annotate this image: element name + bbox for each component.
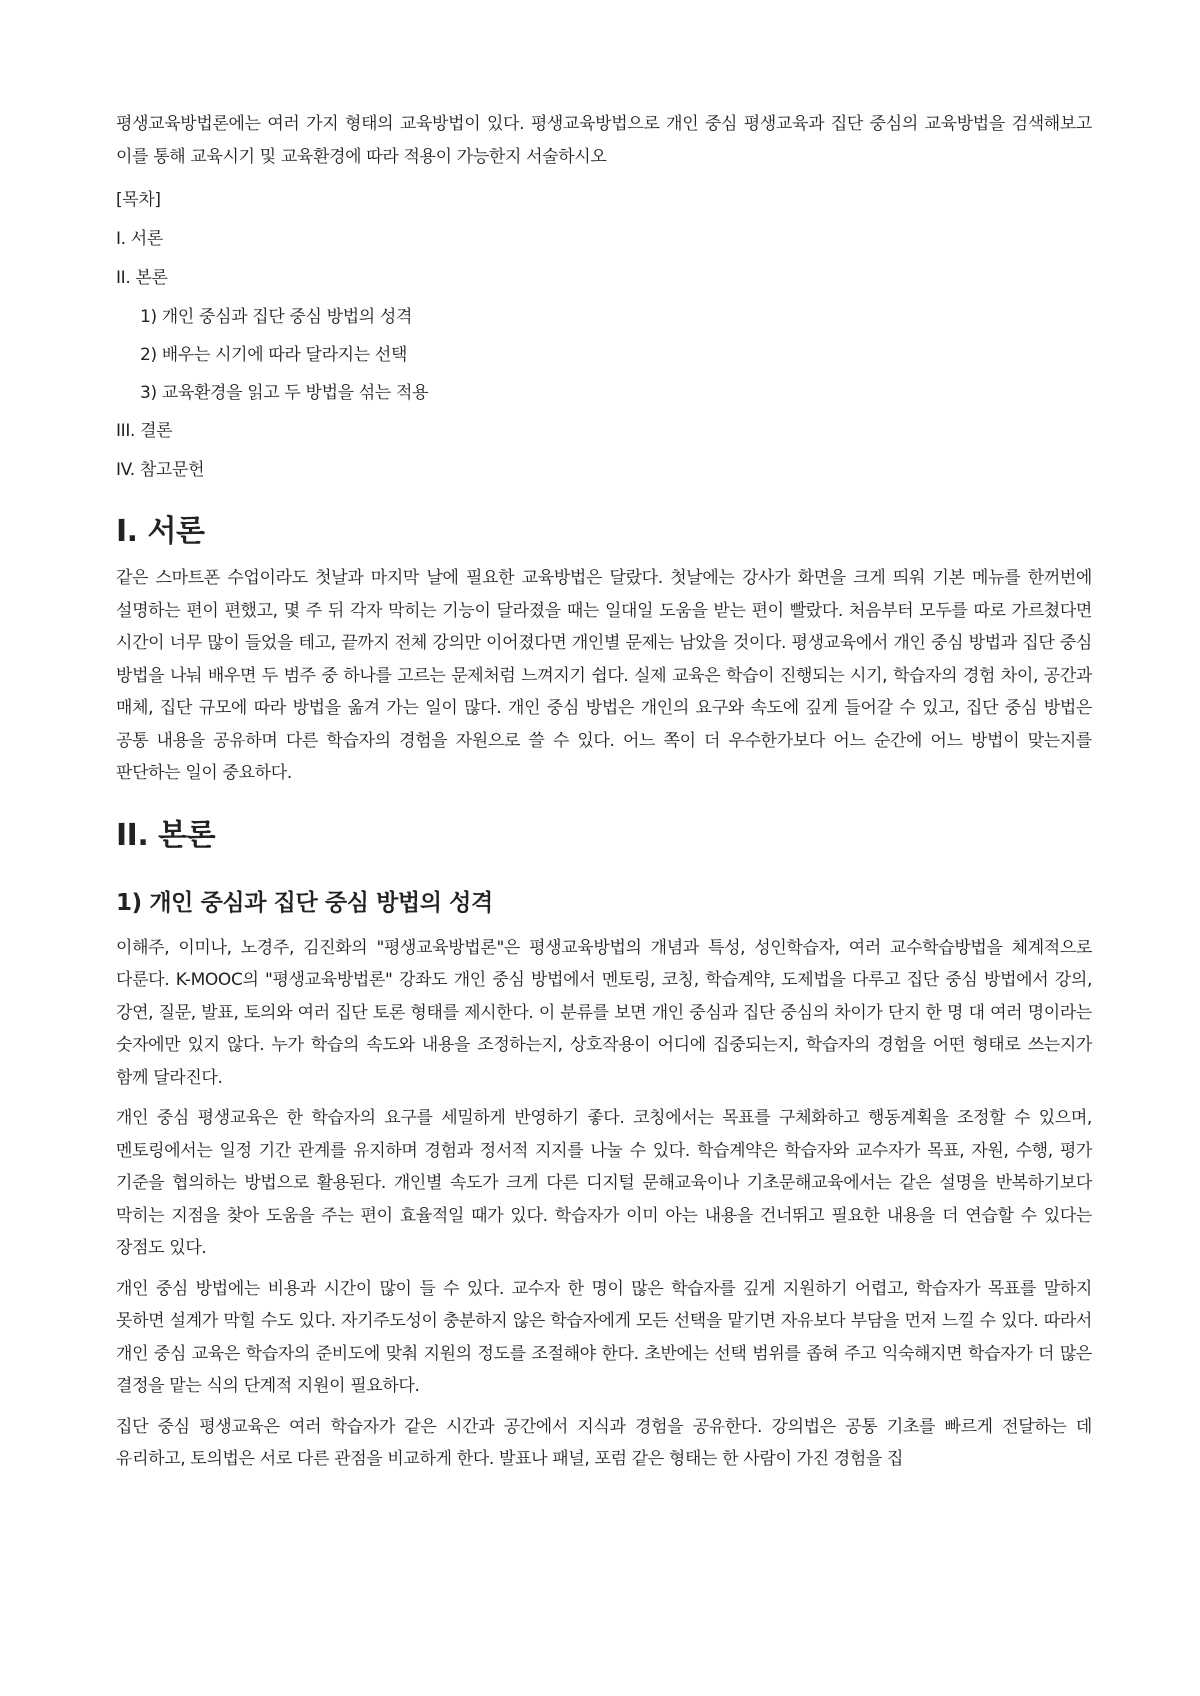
table-of-contents [116,181,1092,490]
toc-item-introduction: I. 서론 [116,229,163,249]
body-paragraph-1: 이해주, 이미나, 노경주, 김진화의 "평생교육방법론"은 평생교육방법의 개념과 특성, 성인학습자, 여러 교수학습방법을 체계적으로 다룬다. K-MOOC의 "평생교육방법론" 강좌도 개인 중심 방법에서 멘토링, 코칭, 학습계약, 도제법을 다루고 집단 중심 방법에서 강의, 강연, 질문, 발표, 토의와 여러 집단 토론 형태를 제시한다. 이 분류를 보면 개인 중심과 집단 중심의 차이가 단지 한 명 대 여러 명이라는 숫자에만 있지 않다. 누가 학습의 속도와 내용을 조정하는지, 상호작용이 어디에 집중되는지, 학습자의 경험을 어떤 형태로 쓰는지가 함께 달라진다. [116,937,1092,1088]
toc-item-conclusion: III. 결론 [116,421,173,441]
section-heading-main-body: II. 본론 [116,817,216,853]
toc-item-references: IV. 참고문헌 [116,460,205,480]
introduction-paragraph: 같은 스마트폰 수업이라도 첫날과 마지막 날에 필요한 교육방법은 달랐다. 첫날에는 강사가 화면을 크게 띄워 기본 메뉴를 한꺼번에 설명하는 편이 편했고, 몇 주 뒤 각자 막히는 기능이 달라졌을 때는 일대일 도움을 받는 편이 빨랐다. 처음부터 모두를 따로 가르쳤다면 시간이 너무 많이 들었을 테고, 끝까지 전체 강의만 이어졌다면 개인별 문제는 남았을 것이다. 평생교육에서 개인 중심 방법과 집단 중심 방법을 나눠 배우면 두 범주 중 하나를 고르는 문제처럼 느껴지기 쉽다. 실제 교육은 학습이 진행되는 시기, 학습자의 경험 차이, 공간과 매체, 집단 규모에 따라 방법을 옮겨 가는 일이 많다. 개인 중심 방법은 개인의 요구와 속도에 깊게 들어갈 수 있고, 집단 중심 방법은 공통 내용을 공유하며 다른 학습자의 경험을 자원으로 쓸 수 있다. 어느 쪽이 더 우수한가보다 어느 순간에 어느 방법이 맞는지를 판단하는 일이 중요하다. [116,568,1092,783]
toc-heading: [목차] [116,190,161,210]
toc-item-main-body: II. 본론 [116,268,168,288]
body-paragraph-3: 개인 중심 방법에는 비용과 시간이 많이 들 수 있다. 교수자 한 명이 많은 학습자를 깊게 지원하기 어렵고, 학습자가 목표를 말하지 못하면 설계가 막힐 수도 있다. 자기주도성이 충분하지 않은 학습자에게 모든 선택을 맡기면 자유보다 부담을 먼저 느낄 수 있다. 따라서 개인 중심 교육은 학습자의 준비도에 맞춰 지원의 정도를 조절해야 한다. 초반에는 선택 범위를 좁혀 주고 익숙해지면 학습자가 더 많은 결정을 맡는 식의 단계적 지원이 필요하다. [116,1278,1092,1396]
body-paragraph-2: 개인 중심 평생교육은 한 학습자의 요구를 세밀하게 반영하기 좋다. 코칭에서는 목표를 구체화하고 행동계획을 조정할 수 있으며, 멘토링에서는 일정 기간 관계를 유지하며 경험과 정서적 지지를 나눌 수 있다. 학습계약은 학습자와 교수자가 목표, 자원, 수행, 평가 기준을 협의하는 방법으로 활용된다. 개인별 속도가 크게 다른 디지털 문해교육이나 기초문해교육에서는 같은 설명을 반복하기보다 막히는 지점을 찾아 도움을 주는 편이 효율적일 때가 있다. 학습자가 이미 아는 내용을 건너뛰고 필요한 내용을 더 연습할 수 있다는 장점도 있다. [116,1108,1092,1258]
subsection-heading-1: 1) 개인 중심과 집단 중심 방법의 성격 [116,889,493,916]
toc-subitem-3: 3) 교육환경을 읽고 두 방법을 섞는 적용 [140,383,429,403]
section-heading-introduction: I. 서론 [116,514,205,549]
toc-subitem-1: 1) 개인 중심과 집단 중심 방법의 성격 [140,307,413,327]
toc-subitem-2: 2) 배우는 시기에 따라 달라지는 선택 [140,345,408,365]
assignment-prompt: 평생교육방법론에는 여러 가지 형태의 교육방법이 있다. 평생교육방법으로 개인 중심 평생교육과 집단 중심의 교육방법을 검색해보고 이를 통해 교육시기 및 교육환경에 따라 적용이 가능한지 서술하시오 [116,114,1092,167]
body-paragraph-4: 집단 중심 평생교육은 여러 학습자가 같은 시간과 공간에서 지식과 경험을 공유한다. 강의법은 공통 기초를 빠르게 전달하는 데 유리하고, 토의법은 서로 다른 관점을 비교하게 한다. 발표나 패널, 포럼 같은 형태는 한 사람이 가진 경험을 집 [116,1416,1092,1469]
